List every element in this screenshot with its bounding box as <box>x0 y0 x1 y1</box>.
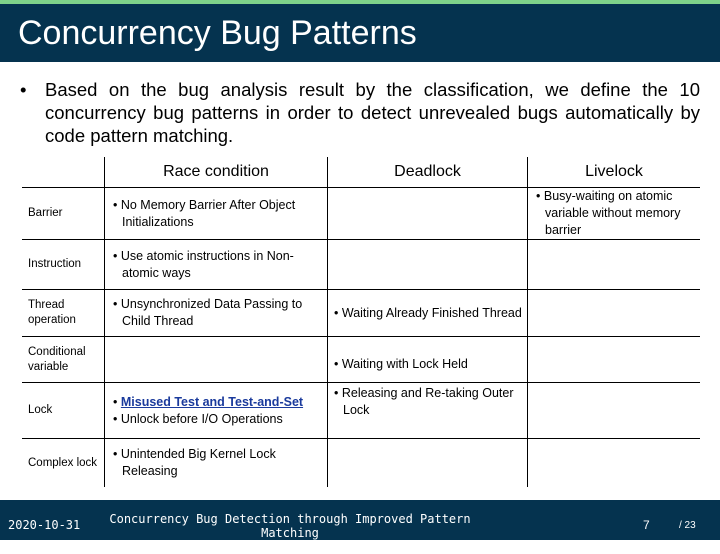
cell-barrier-race <box>105 188 327 239</box>
bug-pattern-table <box>22 157 700 487</box>
cell-barrier-livelock <box>528 188 700 239</box>
footer-line-2: Using Semantic Information <box>196 540 384 554</box>
bullet-item: • Misused Test and Test-and-Set <box>113 394 304 409</box>
cell-complex-race <box>105 439 327 487</box>
cell-instruction-livelock <box>528 240 700 289</box>
header-deadlock: Deadlock <box>328 157 527 187</box>
footer-date: 2020-10-31 <box>8 518 81 532</box>
cell-instruction-race <box>105 240 327 289</box>
intro-text: Based on the bug analysis result by the classification, we define the 10 concurrency bug patterns in order to detect unrevealed bugs automatically by code pattern matching. <box>45 79 700 146</box>
title-bar <box>0 0 720 62</box>
bullet-item: • Use atomic instructions in Non-atomic ways <box>113 248 294 280</box>
cell-complex-deadlock <box>328 439 527 487</box>
header-race: Race condition <box>105 157 327 187</box>
cell-lock-deadlock <box>328 383 527 438</box>
page-total: / 23 <box>679 520 696 531</box>
slide-title: Concurrency Bug Patterns <box>18 14 417 52</box>
pattern-link[interactable]: Misused Test and Test-and-Set <box>120 394 304 409</box>
cell-lock-race <box>105 383 327 438</box>
cell-thread-race <box>105 290 327 336</box>
cell-conditional-livelock <box>528 337 700 382</box>
bullet-item: • Waiting Already Finished Thread <box>334 305 522 320</box>
intro-bullet <box>20 78 700 147</box>
cell-thread-deadlock <box>328 290 527 336</box>
row-label-complex-lock: Complex lock <box>22 439 104 487</box>
row-label-thread-operation: Thread operation <box>22 290 104 336</box>
bullet-item: • Releasing and Re-taking Outer Lock <box>334 386 514 417</box>
bullet-item: • Unsynchronized Data Passing to Child Thread <box>113 297 303 328</box>
footer-title <box>100 512 480 554</box>
bullet-item: • Busy-waiting on atomic variable without memory barrier <box>536 189 681 237</box>
bullet-dot: • <box>20 79 27 100</box>
cell-conditional-deadlock <box>328 337 527 382</box>
bullet-item: • Unlock before I/O Operations <box>113 411 283 426</box>
bullet-item: • Unintended Big Kernel Lock Releasing <box>113 447 276 478</box>
cell-conditional-race <box>105 337 327 382</box>
cell-thread-livelock <box>528 290 700 336</box>
cell-lock-livelock <box>528 383 700 438</box>
cell-barrier-deadlock <box>328 188 527 239</box>
bullet-item: • No Memory Barrier After Object Initializations <box>113 197 296 229</box>
header-livelock: Livelock <box>528 157 700 187</box>
cell-complex-livelock <box>528 439 700 487</box>
footer-line-1: Concurrency Bug Detection through Improved Pattern Matching <box>109 512 471 540</box>
bullet-item: • Waiting with Lock Held <box>334 357 468 371</box>
page-number: 7 <box>643 518 650 532</box>
row-label-barrier: Barrier <box>22 188 104 239</box>
row-label-conditional-variable: Conditional variable <box>22 337 104 382</box>
header-corner <box>22 157 104 187</box>
row-label-lock: Lock <box>22 383 104 438</box>
cell-instruction-deadlock <box>328 240 527 289</box>
row-label-instruction: Instruction <box>22 240 104 289</box>
